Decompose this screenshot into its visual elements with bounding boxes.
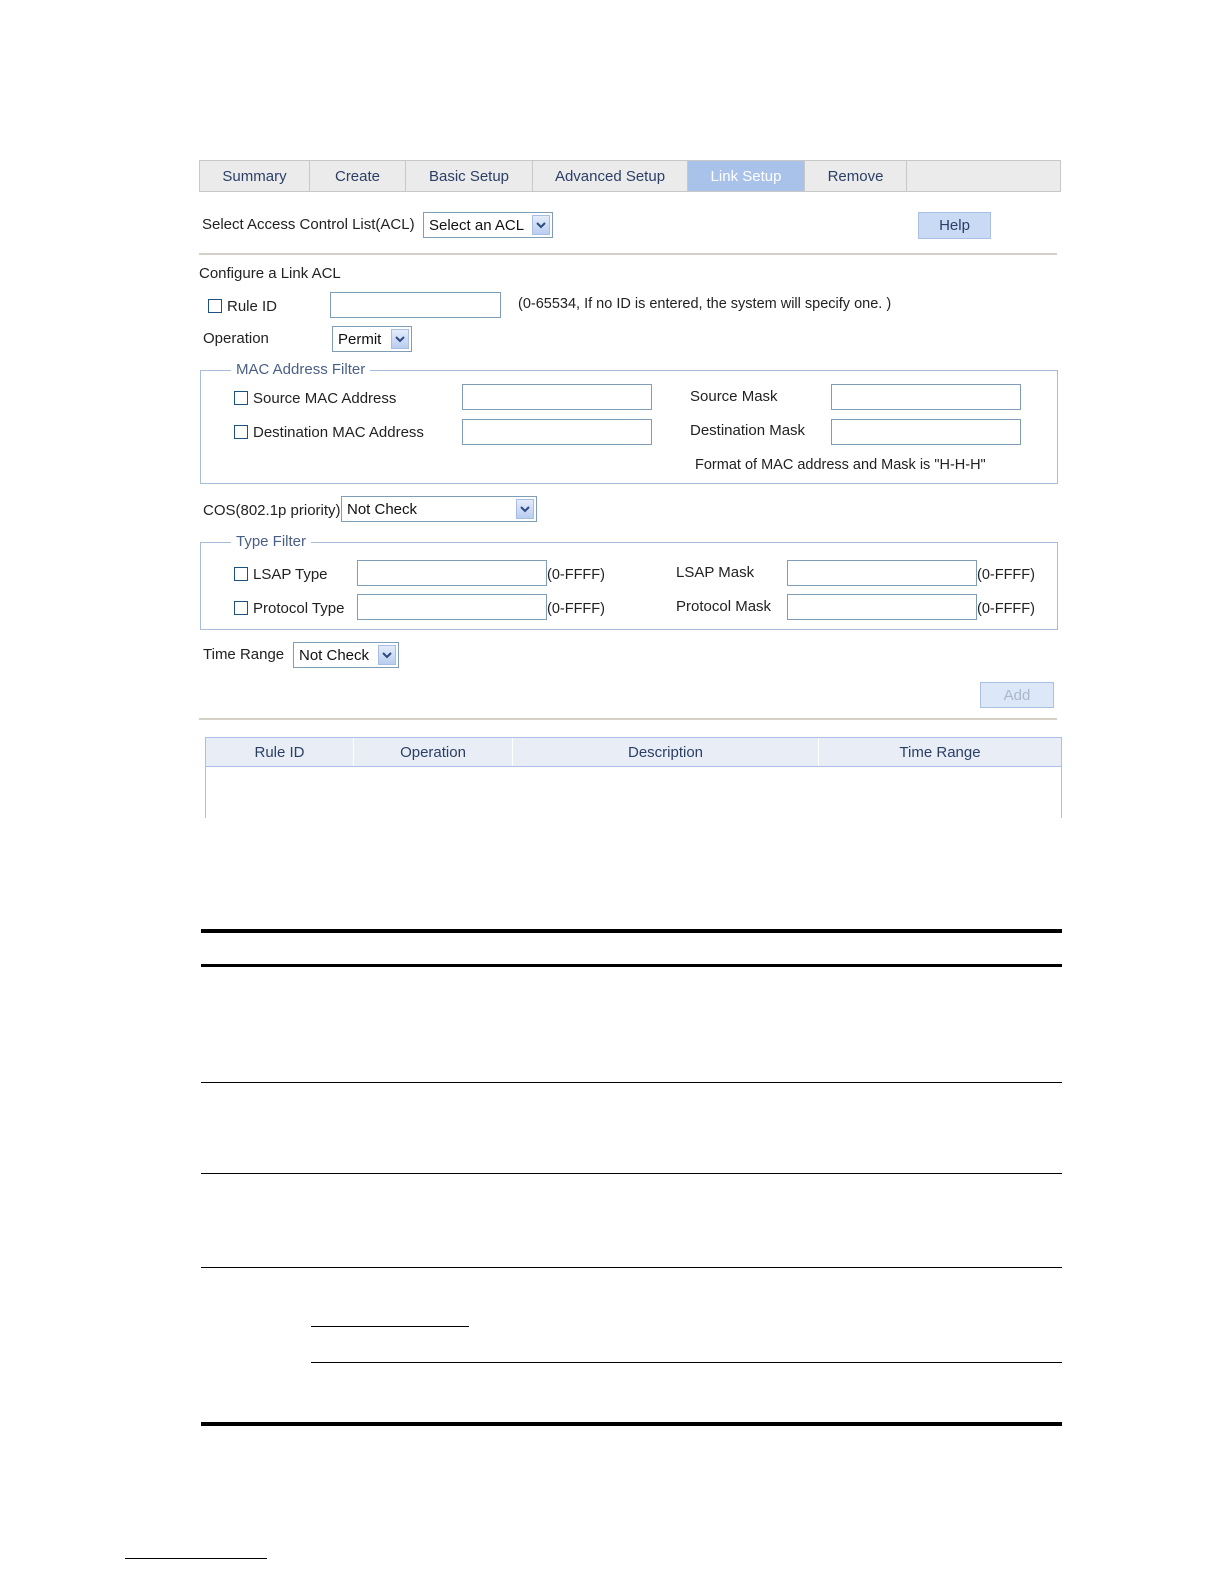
table-rule (201, 964, 1062, 967)
table-rule (201, 1082, 1062, 1083)
help-button[interactable]: Help (918, 212, 991, 239)
tab-summary[interactable]: Summary (200, 161, 310, 191)
time-range-value: Not Check (299, 646, 370, 664)
acl-select-value: Select an ACL (429, 216, 525, 234)
footnote-rule (125, 1558, 267, 1559)
source-mac-input[interactable] (462, 384, 652, 410)
rule-id-input[interactable] (330, 292, 501, 318)
dest-mac-checkbox[interactable] (234, 425, 248, 439)
add-button[interactable]: Add (980, 682, 1054, 708)
dest-mac-label: Destination MAC Address (253, 424, 424, 441)
source-mask-label: Source Mask (690, 388, 778, 405)
divider (199, 718, 1057, 721)
operation-label: Operation (203, 330, 269, 347)
protocol-mask-label: Protocol Mask (676, 598, 772, 615)
chevron-down-icon (516, 499, 534, 519)
cos-value: Not Check (347, 500, 418, 518)
table-rule (201, 1173, 1062, 1174)
tab-bar (199, 160, 1061, 192)
table-rule (311, 1362, 1062, 1363)
time-range-label: Time Range (203, 646, 285, 663)
rule-id-label: Rule ID (227, 298, 278, 315)
protocol-type-label: Protocol Type (253, 600, 345, 617)
operation-value: Permit (338, 330, 382, 348)
mac-filter-legend: MAC Address Filter (231, 361, 370, 378)
lsap-type-label: LSAP Type (253, 566, 328, 583)
dest-mask-label: Destination Mask (690, 422, 806, 439)
protocol-mask-range: (0-FFFF) (977, 601, 1035, 617)
column-operation[interactable]: Operation (354, 738, 513, 766)
divider (199, 253, 1057, 256)
protocol-type-input[interactable] (357, 594, 547, 620)
acl-select-label: Select Access Control List(ACL) (202, 216, 415, 233)
lsap-mask-label: LSAP Mask (676, 564, 755, 581)
tab-remove[interactable]: Remove (805, 161, 907, 191)
lsap-mask-range: (0-FFFF) (977, 567, 1035, 583)
cos-label: COS(802.1p priority) (203, 502, 341, 519)
operation-select[interactable] (332, 326, 412, 352)
protocol-mask-input[interactable] (787, 594, 977, 620)
source-mac-checkbox[interactable] (234, 391, 248, 405)
protocol-type-range: (0-FFFF) (547, 601, 605, 617)
section-title: Configure a Link ACL (199, 265, 341, 282)
tab-create[interactable]: Create (310, 161, 406, 191)
rules-table-body (205, 766, 1062, 818)
tab-link-setup[interactable]: Link Setup (688, 161, 805, 191)
chevron-down-icon (532, 215, 550, 235)
mac-format-note: Format of MAC address and Mask is "H-H-H" (695, 457, 986, 473)
protocol-type-checkbox[interactable] (234, 601, 248, 615)
lsap-mask-input[interactable] (787, 560, 977, 586)
tab-advanced-setup[interactable]: Advanced Setup (533, 161, 688, 191)
source-mac-label: Source MAC Address (253, 390, 397, 407)
table-rule (201, 1422, 1062, 1426)
time-range-select[interactable] (293, 642, 399, 668)
tab-basic-setup[interactable]: Basic Setup (406, 161, 533, 191)
column-rule-id[interactable]: Rule ID (206, 738, 354, 766)
chevron-down-icon (378, 645, 396, 665)
column-time-range[interactable]: Time Range (899, 743, 981, 761)
type-filter-legend: Type Filter (231, 533, 311, 550)
rules-table-header (205, 737, 1062, 767)
lsap-type-checkbox[interactable] (234, 567, 248, 581)
rule-id-hint: (0-65534, If no ID is entered, the system will specify one. ) (518, 296, 892, 312)
table-rule (201, 1267, 1062, 1268)
chevron-down-icon (391, 329, 409, 349)
cos-select[interactable] (341, 496, 537, 522)
acl-select[interactable] (423, 212, 553, 238)
source-mask-input[interactable] (831, 384, 1021, 410)
table-rule (311, 1326, 469, 1327)
lsap-type-input[interactable] (357, 560, 547, 586)
rule-id-checkbox[interactable] (208, 299, 222, 313)
table-rule (201, 929, 1062, 933)
lsap-type-range: (0-FFFF) (547, 567, 605, 583)
tab-bar-filler (907, 161, 1060, 191)
column-description[interactable]: Description (513, 738, 819, 766)
dest-mac-input[interactable] (462, 419, 652, 445)
dest-mask-input[interactable] (831, 419, 1021, 445)
